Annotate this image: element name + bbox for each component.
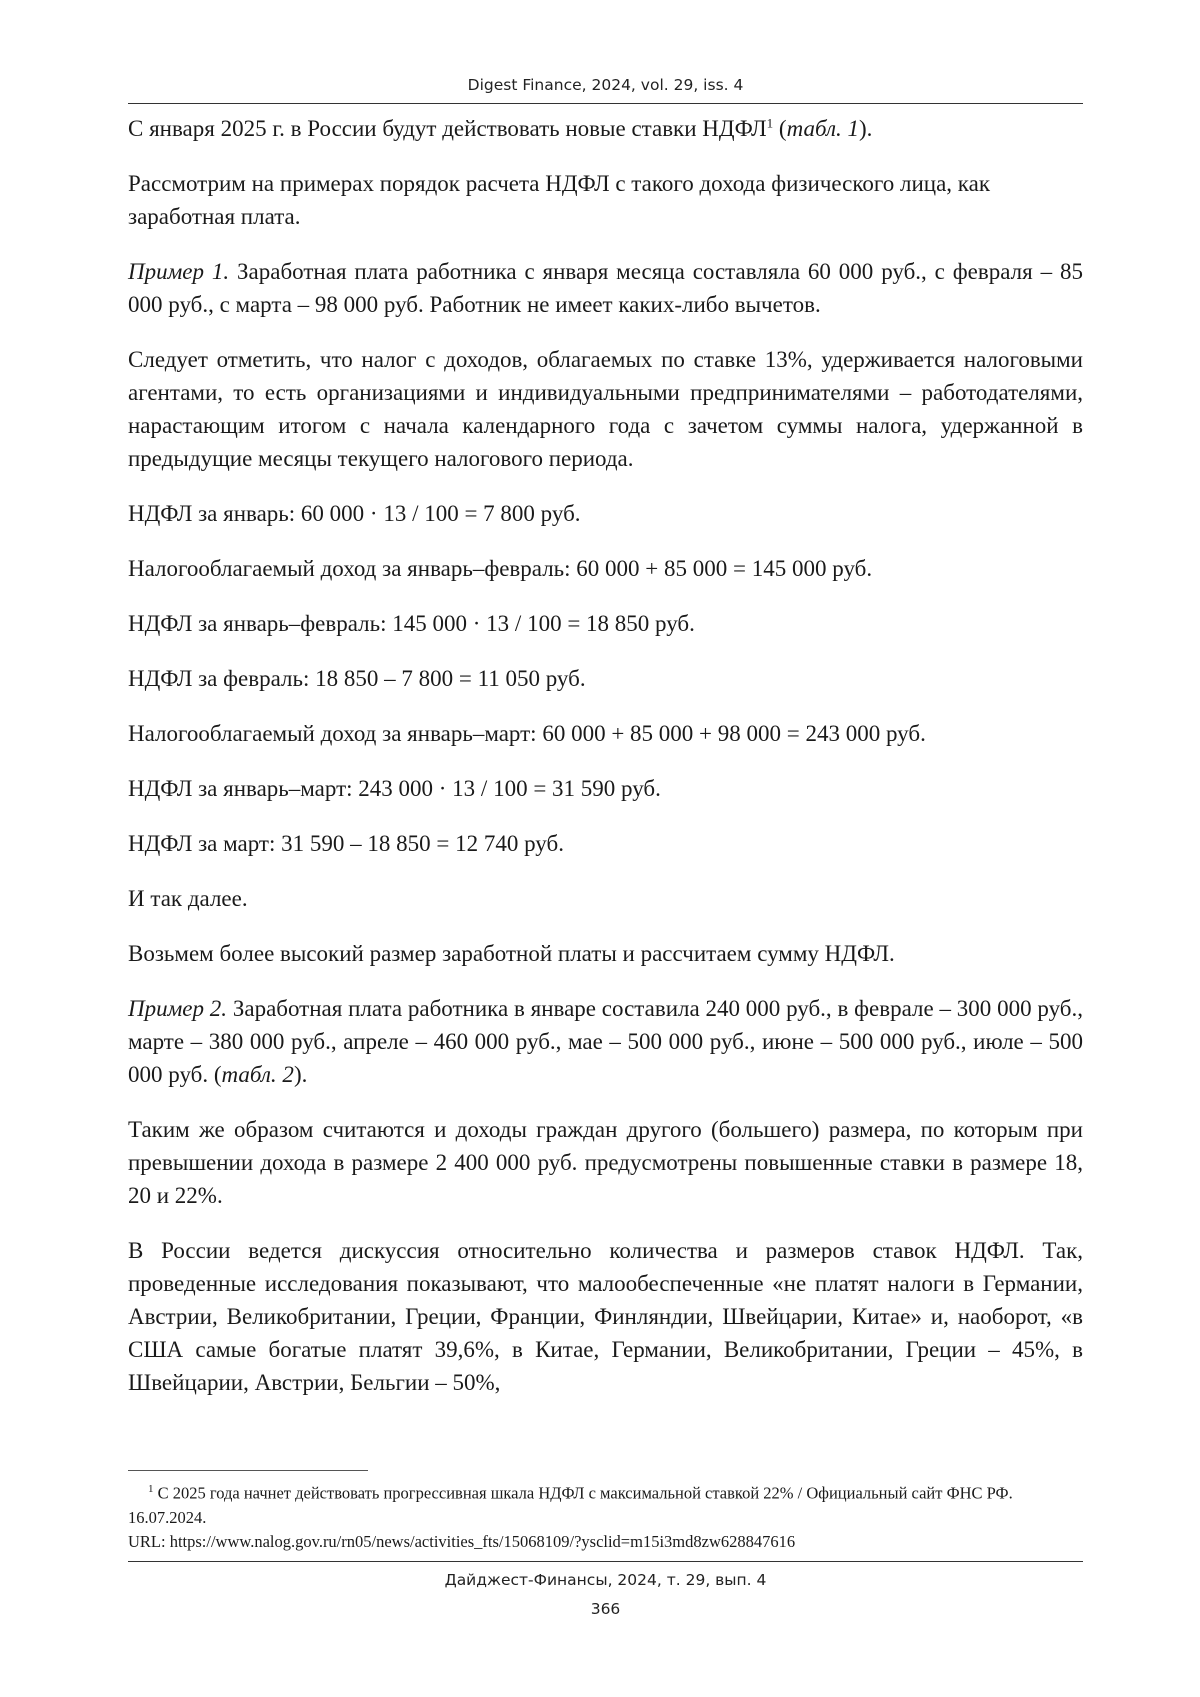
running-header: Digest Finance, 2024, vol. 29, iss. 4 [467,76,744,94]
footer-rule [128,1561,1083,1562]
footnote [128,1477,1083,1554]
paragraph-higher-rates: Таким же образом считаются и доходы граждан другого (большего) размера, по которым при превышении дохода в размере 2 400 000 руб. предусмотрены повышенные ставки в размере 18, 20 и 22%. [128,1117,1083,1208]
footnote-rule [128,1470,368,1471]
footnote-marker[interactable]: 1 [766,115,774,131]
calculation-line: Налогооблагаемый доход за январь–март: 60 000 + 85 000 + 98 000 = 243 000 руб. [128,721,926,746]
calculation-line: НДФЛ за февраль: 18 850 – 7 800 = 11 050 руб. [128,666,586,691]
example-1-label: Пример 1. [128,259,230,284]
paragraph-example-1: Пример 1. Заработная плата работника с января месяца составляла 60 000 руб., с февраля – 85 000 руб., с марта – 98 000 руб. Работник не имеет каких-либо вычетов. [128,259,1083,317]
paragraph-discussion: В России ведется дискуссия относительно количества и размеров ставок НДФЛ. Так, проведенные исследования показывают, что малообеспеченные «не платят налоги в Германии, Австрии, Великобритании, Греции, Франции, Финляндии, Швейцарии, Китае» и, наоборот, «в США самые богатые платят 39,6%, в Китае, Германии, Великобритании, Греции – 45%, в Швейцарии, Австрии, Бельгии – 50%, [128,1238,1083,1395]
table-1-reference[interactable]: табл. 1 [786,116,859,141]
footnote-url-link[interactable]: URL: https://www.nalog.gov.ru/rn05/news/activities_fts/15068109/?ysclid=m15i3md8zw628847616 [128,1531,796,1551]
calculation-line: НДФЛ за январь–март: 243 000 · 13 / 100 = 31 590 руб. [128,776,661,801]
paragraph-examples-intro: Рассмотрим на примерах порядок расчета НДФЛ с такого дохода физического лица, как заработная плата. [128,171,991,229]
running-footer: Дайджест-Финансы, 2024, т. 29, вып. 4 [444,1571,767,1589]
calculation-line: НДФЛ за январь: 60 000 · 13 / 100 = 7 800 руб. [128,501,581,526]
calculation-line: Налогооблагаемый доход за январь–февраль: 60 000 + 85 000 = 145 000 руб. [128,556,873,581]
calculation-line: НДФЛ за март: 31 590 – 18 850 = 12 740 руб. [128,831,564,856]
calculation-line: НДФЛ за январь–февраль: 145 000 · 13 / 100 = 18 850 руб. [128,611,695,636]
header-rule [128,103,1083,104]
paragraph-and-so-on: И так далее. [128,886,248,911]
page-number: 366 [590,1600,621,1618]
paragraph-example-2: Пример 2. Заработная плата работника в январе составила 240 000 руб., в феврале – 300 000 руб., марте – 380 000 руб., апреле – 460 000 руб., мае – 500 000 руб., июне – 500 000 руб., июле – 500 000 руб. (табл. 2). [128,996,1083,1087]
paragraph-rates-intro: С января 2025 г. в России будут действовать новые ставки НДФЛ$^1$ (табл. 1). [128,115,873,141]
table-2-reference[interactable]: табл. 2 [221,1062,294,1087]
article-body [128,112,1083,1421]
paragraph-higher-salary: Возьмем более высокий размер заработной платы и рассчитаем сумму НДФЛ. [128,941,895,966]
footnote-number: 1 [148,1483,154,1495]
example-2-label: Пример 2. [128,996,228,1021]
paragraph-withholding-note: Следует отметить, что налог с доходов, облагаемых по ставке 13%, удерживается налоговыми агентами, то есть организациями и индивидуальными предпринимателями – работодателями, нарастающим итогом с начала календарного года с зачетом суммы налога, удержанной в предыдущие месяцы текущего налогового периода. [128,347,1083,471]
footnote-text: $^1$ С 2025 года начнет действовать прогрессивная шкала НДФЛ с максимальной ставкой 22% / Официальный сайт ФНС РФ. 16.07.2024. [128,1483,1013,1527]
